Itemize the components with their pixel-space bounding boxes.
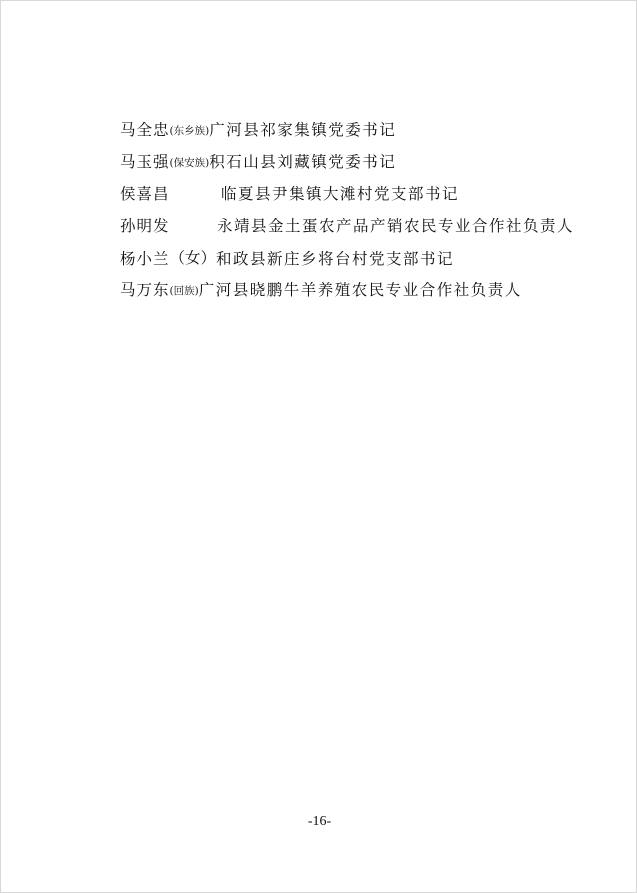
list-item xyxy=(120,245,620,277)
person-name: 孙明发 xyxy=(120,217,170,235)
person-name: 马万东 xyxy=(120,281,170,299)
person-role: 临夏县尹集镇大滩村党支部书记 xyxy=(221,185,460,203)
person-name: 杨小兰 xyxy=(120,250,170,268)
list-item xyxy=(120,181,620,213)
list-item xyxy=(120,149,620,181)
person-name: 马玉强 xyxy=(120,153,170,171)
person-role: 永靖县金土蛋农产品产销农民专业合作社负责人 xyxy=(217,217,575,235)
list-item xyxy=(120,213,620,245)
person-role: 和政县新庄乡将台村党支部书记 xyxy=(216,250,455,268)
list-item xyxy=(120,277,620,309)
ethnicity-note: (保安族) xyxy=(169,157,210,169)
person-role: 广河县祁家集镇党委书记 xyxy=(209,121,397,139)
name-list xyxy=(120,117,620,309)
page-number: -16- xyxy=(307,814,332,829)
gender-note: （女） xyxy=(169,249,217,267)
list-item xyxy=(120,117,620,149)
ethnicity-note: (东乡族) xyxy=(169,125,210,137)
person-name: 马全忠 xyxy=(120,121,170,139)
ethnicity-note: (回族) xyxy=(169,285,199,297)
person-name: 侯喜昌 xyxy=(120,185,170,203)
person-role: 积石山县刘藏镇党委书记 xyxy=(209,153,397,171)
person-role: 广河县晓鹏牛羊养殖农民专业合作社负责人 xyxy=(198,281,522,299)
